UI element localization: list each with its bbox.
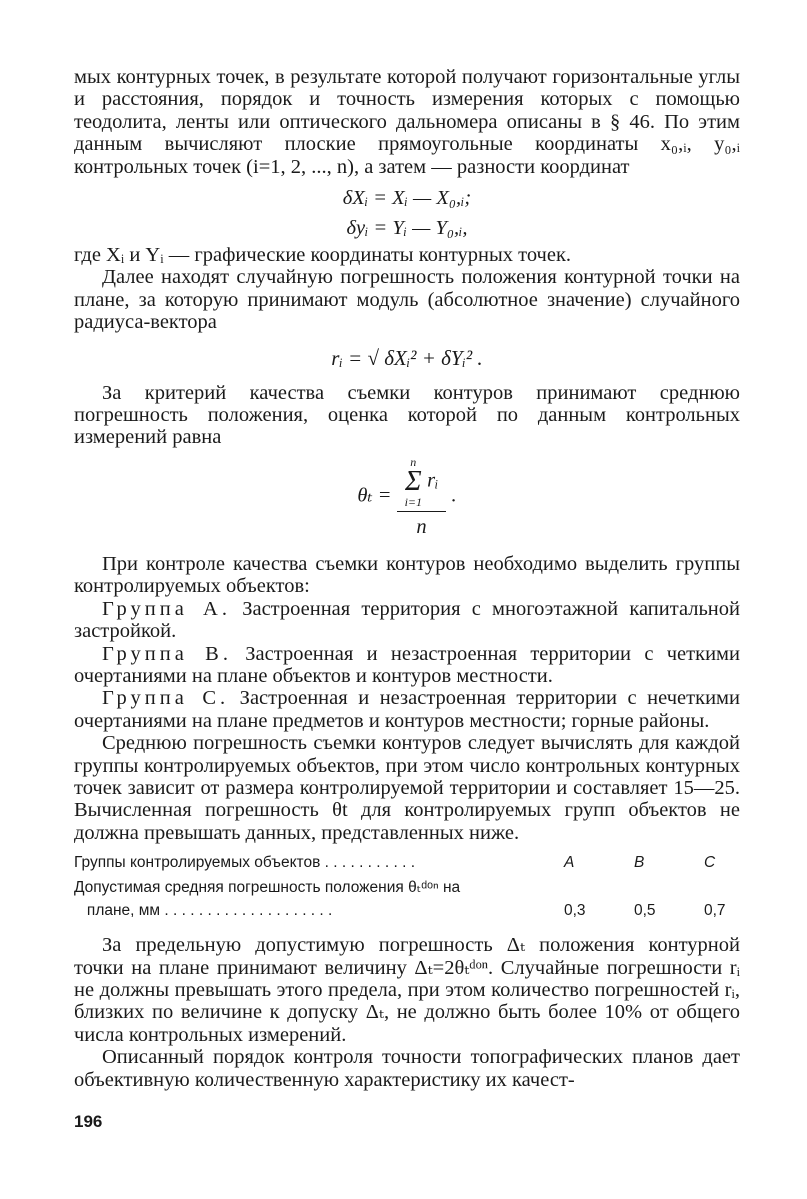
group-c-text: Застроенная и незастроенная территории с нечеткими очертаниями на плане предметов и контуров местности; горные районы. <box>74 687 740 732</box>
formula-denominator: n <box>416 515 427 538</box>
table-row-label: плане, мм . . . . . . . . . . . . . . . . . . . . <box>74 902 333 920</box>
group-b-text: Застроенная и незастроенная территории с четкими очертаниями на плане объектов и контуров местности. <box>74 642 740 687</box>
group-c-item <box>74 687 740 732</box>
group-a-label: Группа A. <box>102 597 231 620</box>
paragraph-groups-intro: При контроле качества съемки контуров необходимо выделить группы контролируемых объектов: <box>74 552 740 598</box>
paragraph-conclusion: Описанный порядок контроля точности топографических планов дает объективную количественную характеристику их качест- <box>74 1046 740 1091</box>
paragraph-graphic-coords: где Xᵢ и Yᵢ — графические координаты контурных точек. <box>74 244 572 267</box>
table-header-a: A <box>564 854 575 872</box>
formula-mean-error: θₜ = n Σ i=1 rᵢ n . <box>357 454 457 538</box>
formula-radius-vector: rᵢ = √ δXᵢ² + δYᵢ² . <box>331 345 483 370</box>
table-value-b: 0,5 <box>634 902 656 920</box>
paragraph-mean-error-calc: Среднюю погрешность съемки контуров следует вычислять для каждой группы контролируемых объектов, при этом число контрольных контурных точек зависит от размера контролируемой территории и составляет 15—25. Вычисленная погрешность θt для контролируемых групп объектов не должна превышать данных, представленных ниже. <box>74 732 740 844</box>
table-row-label: Группы контролируемых объектов . . . . . . . . . . . <box>74 854 416 872</box>
formula-delta-x: δXᵢ = Xᵢ — X₀,ᵢ; <box>342 187 472 210</box>
formula-numerator <box>397 455 447 512</box>
formula-mean-error-fraction <box>397 455 447 539</box>
table-row <box>74 900 740 924</box>
group-b-label: Группа B. <box>102 642 232 665</box>
table-value-a: 0,3 <box>564 902 586 920</box>
page-body <box>74 66 740 1091</box>
paragraph-criterion: За критерий качества съемки контуров принимают среднюю погрешность положения, оценка которой по данным контрольных измерений равна <box>74 381 740 449</box>
table-header-b: B <box>634 854 645 872</box>
sum-upper-limit: n <box>410 454 417 469</box>
group-a-text: Застроенная территория с многоэтажной капитальной застройкой. <box>74 597 740 643</box>
table-row <box>74 876 740 900</box>
sum-operator <box>405 455 422 509</box>
table-row <box>74 852 740 876</box>
group-b-item <box>74 643 740 688</box>
group-a-item <box>74 598 740 643</box>
page-number: 196 <box>74 1112 103 1131</box>
formula-delta-y: δyᵢ = Yᵢ — Y₀,ᵢ, <box>346 217 468 240</box>
tolerance-table <box>74 852 740 924</box>
table-header-c: C <box>704 854 716 872</box>
sigma-symbol: Σ <box>404 465 422 497</box>
sum-term: rᵢ <box>427 469 439 492</box>
paragraph-random-error: Далее находят случайную погрешность положения контурной точки на плане, за которую принимают модуль (абсолютное значение) случайного радиуса-вектора <box>74 266 740 334</box>
formula-mean-error-lhs: θₜ = <box>357 484 392 507</box>
sum-lower-limit: i=1 <box>404 494 423 509</box>
table-value-c: 0,7 <box>704 902 726 920</box>
paragraph-continuation: мых контурных точек, в результате которой получают горизонтальные углы и расстояния, порядок и точность измерения которых с помощью теодолита, ленты или оптического дальномера описаны в § 46. По этим данным вычисляют плоские прямоугольные координаты x₀,ᵢ, y₀,ᵢ контрольных точек (i=1, 2, ..., n), а затем — разности координат <box>74 66 740 178</box>
group-c-label: Группа C. <box>102 687 230 710</box>
table-row-label: Допустимая средняя погрешность положения θₜᵈᵒⁿ на <box>74 879 461 897</box>
paragraph-limit-error: За предельную допустимую погрешность Δₜ положения контурной точки на плане принимают величину Δₜ=2θₜᵈᵒⁿ. Случайные погрешности rᵢ не должны превышать этого предела, при этом количество погрешностей rᵢ, близких по величине к допуску Δₜ, не должно быть более 10% от общего числа контрольных измерений. <box>74 934 740 1046</box>
